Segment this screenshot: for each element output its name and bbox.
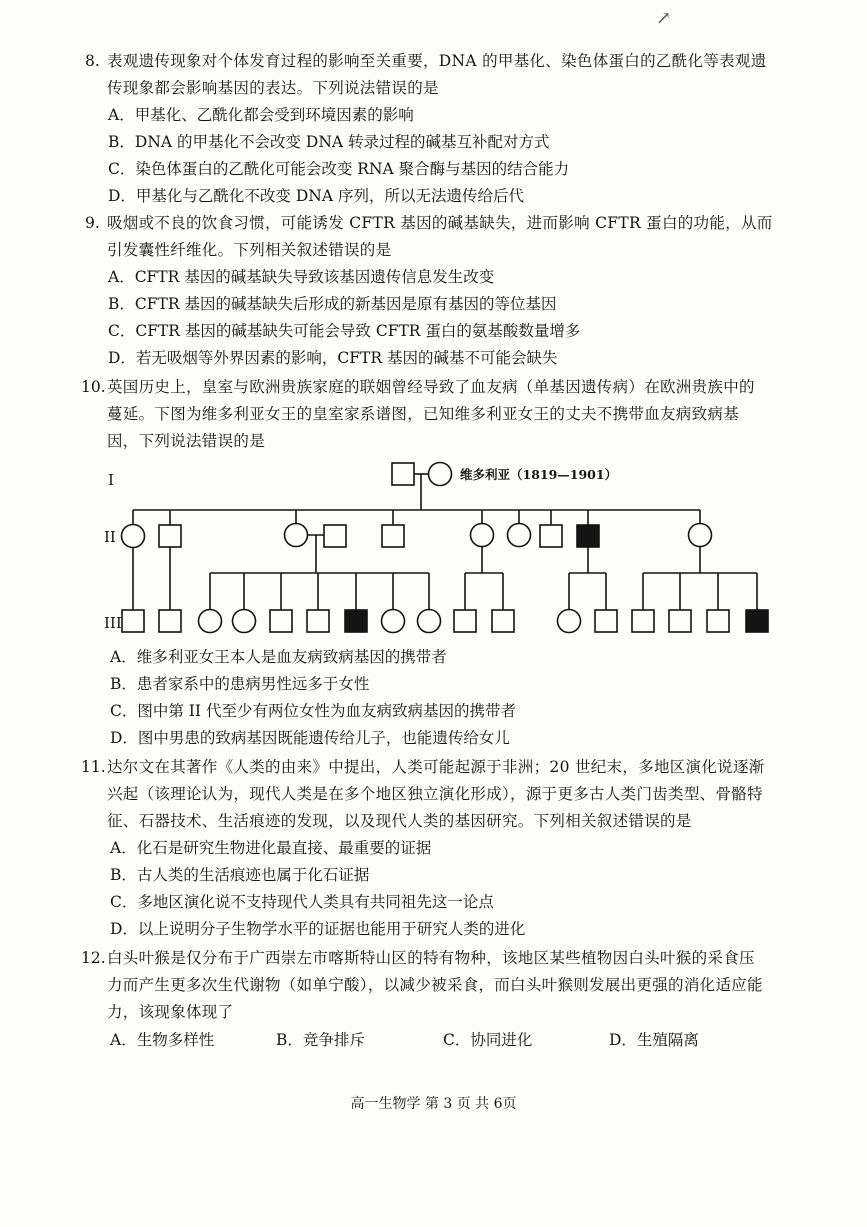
gen2-female-3 xyxy=(471,524,494,547)
gen3-male-6 xyxy=(492,610,514,632)
gen2-male-2 xyxy=(382,525,404,547)
q9-number: 9. xyxy=(85,214,100,232)
q11-stem-line-3: 征、石器技术、生活痕迹的发现，以及现代人类的基因研究。下列相关叙述错误的是 xyxy=(107,812,692,830)
q12-option-a[interactable]: A．生物多样性 xyxy=(110,1031,215,1049)
gen2-female-4 xyxy=(508,524,531,547)
q8-option-c[interactable]: C．染色体蛋白的乙酰化可能会改变 RNA 聚合酶与基因的结合能力 xyxy=(108,160,570,178)
gen3-male-4 xyxy=(307,610,329,632)
gen3-male-1 xyxy=(122,610,144,632)
q12-stem-line-3: 力，该现象体现了 xyxy=(107,1003,234,1021)
q11-stem-line-2: 兴起（该理论认为，现代人类是在多个地区独立演化形成），源于更多古人类门齿类型、骨骼特 xyxy=(107,785,763,803)
page-footer: 高一生物学 第 3 页 共 6页 xyxy=(350,1096,517,1112)
q10-stem-line-2: 蔓延。下图为维多利亚女王的皇室家系谱图，已知维多利亚女王的丈夫不携带血友病致病基 xyxy=(107,405,740,423)
q12-stem-line-1: 白头叶猴是仅分布于广西崇左市喀斯特山区的特有物种，该地区某些植物因白头叶猴的采食压 xyxy=(107,949,755,967)
gen3-female-4 xyxy=(418,610,441,633)
q8-option-a[interactable]: A．甲基化、乙酰化都会受到环境因素的影响 xyxy=(108,106,414,124)
gen2-female-2 xyxy=(285,524,308,547)
generation-label-3: III xyxy=(104,614,122,632)
gen3-male-7 xyxy=(595,610,617,632)
gen2-male-3 xyxy=(540,525,562,547)
gen3-female-3 xyxy=(382,610,405,633)
q8-stem-line-1: 表观遗传现象对个体发育过程的影响至关重要，DNA 的甲基化、染色体蛋白的乙酰化等表观遗 xyxy=(107,52,767,70)
gen3-female-5 xyxy=(558,610,581,633)
scan-mark: ↗ xyxy=(656,8,672,29)
gen1-queen xyxy=(429,463,452,486)
q11-option-a[interactable]: A．化石是研究生物进化最直接、最重要的证据 xyxy=(110,839,432,857)
gen3-female-2 xyxy=(233,610,256,633)
q11-number: 11. xyxy=(81,758,106,776)
q10-option-b[interactable]: B．患者家系中的患病男性远多于女性 xyxy=(110,675,370,693)
queen-label: 维多利亚（1819—1901） xyxy=(460,467,618,482)
gen3-male-10 xyxy=(707,610,729,632)
q12-number: 12. xyxy=(81,949,106,967)
q10-number: 10. xyxy=(81,378,106,396)
gen3-female-1 xyxy=(199,610,222,633)
q10-stem-line-1: 英国历史上，皇室与欧洲贵族家庭的联姻曾经导致了血友病（单基因遗传病）在欧洲贵族中的 xyxy=(107,378,755,396)
q12-option-b[interactable]: B．竞争排斥 xyxy=(276,1031,365,1049)
gen3-male-5 xyxy=(454,610,476,632)
gen2-female-1 xyxy=(122,525,145,548)
q9-option-c[interactable]: C．CFTR 基因的碱基缺失可能会导致 CFTR 蛋白的氨基酸数量增多 xyxy=(108,322,581,340)
gen3-affected-male-2 xyxy=(746,610,768,632)
gen2-spouse-male xyxy=(324,525,346,547)
q8-stem-line-2: 传现象都会影响基因的表达。下列说法错误的是 xyxy=(107,79,439,97)
gen3-male-2 xyxy=(159,610,181,632)
gen3-male-8 xyxy=(632,610,654,632)
q9-option-a[interactable]: A．CFTR 基因的碱基缺失导致该基因遗传信息发生改变 xyxy=(108,268,495,286)
q12-option-d[interactable]: D．生殖隔离 xyxy=(609,1031,699,1049)
q10-option-a[interactable]: A．维多利亚女王本人是血友病致病基因的携带者 xyxy=(110,648,447,666)
q8-number: 8. xyxy=(85,52,100,70)
q9-option-b[interactable]: B．CFTR 基因的碱基缺失后形成的新基因是原有基因的等位基因 xyxy=(108,295,557,313)
q12-option-c[interactable]: C．协同进化 xyxy=(443,1031,533,1049)
gen2-affected-male xyxy=(577,525,599,547)
gen3-male-3 xyxy=(270,610,292,632)
gen2-male-1 xyxy=(159,525,181,547)
gen1-male xyxy=(392,463,414,485)
gen2-female-5 xyxy=(689,524,712,547)
q10-stem-line-3: 因，下列说法错误的是 xyxy=(107,432,266,450)
q9-option-d[interactable]: D．若无吸烟等外界因素的影响，CFTR 基因的碱基不可能会缺失 xyxy=(108,349,558,367)
generation-label-1: I xyxy=(108,471,114,489)
generation-label-2: II xyxy=(104,528,116,546)
q9-stem-line-2: 引发囊性纤维化。下列相关叙述错误的是 xyxy=(107,241,392,259)
q9-stem-line-1: 吸烟或不良的饮食习惯，可能诱发 CFTR 基因的碱基缺失，进而影响 CFTR 蛋白的功能，从而 xyxy=(107,214,773,232)
q11-option-b[interactable]: B．古人类的生活痕迹也属于化石证据 xyxy=(110,866,370,884)
q8-option-b[interactable]: B．DNA 的甲基化不会改变 DNA 转录过程的碱基互补配对方式 xyxy=(108,133,550,151)
q10-option-d[interactable]: D．图中男患的致病基因既能遗传给儿子，也能遗传给女儿 xyxy=(110,729,510,747)
q11-option-d[interactable]: D．以上说明分子生物学水平的证据也能用于研究人类的进化 xyxy=(110,920,526,938)
q12-stem-line-2: 力而产生更多次生代谢物（如单宁酸），以减少被采食，而白头叶猴则发展出更强的消化适应能 xyxy=(107,976,763,994)
q11-stem-line-1: 达尔文在其著作《人类的由来》中提出，人类可能起源于非洲；20 世纪末，多地区演化说逐渐 xyxy=(107,758,765,776)
q11-option-c[interactable]: C．多地区演化说不支持现代人类具有共同祖先这一论点 xyxy=(110,893,494,911)
q8-option-d[interactable]: D．甲基化与乙酰化不改变 DNA 序列，所以无法遗传给后代 xyxy=(108,187,524,205)
gen3-male-9 xyxy=(669,610,691,632)
q10-option-c[interactable]: C．图中第 II 代至少有两位女性为血友病致病基因的携带者 xyxy=(110,702,516,720)
gen3-affected-male-1 xyxy=(345,610,367,632)
